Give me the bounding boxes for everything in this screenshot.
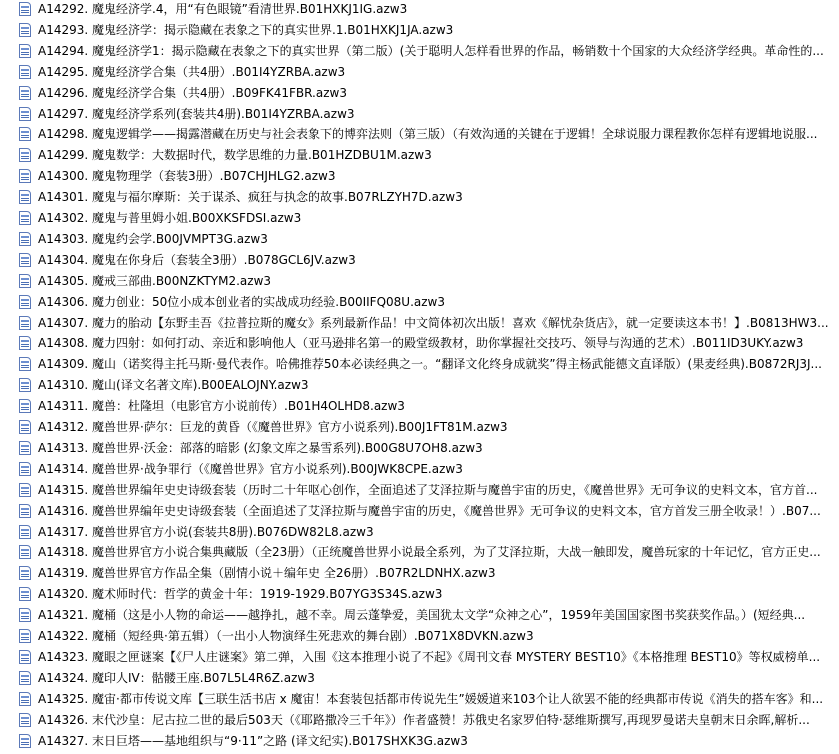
- file-name: A14297. 魔鬼经济学系列(套装共4册).B01I4YZRBA.azw3: [38, 106, 355, 121]
- file-name: A14316. 魔兽世界编年史史诗级套装（全面追述了艾泽拉斯与魔兽宇宙的历史，《魔兽世界》无可争议的史料文本，官方首发三册全收录！）.B07...: [38, 503, 821, 518]
- file-name: A14319. 魔兽世界官方作品全集（剧情小说＋编年史 全26册）.B07R2LDNHX.azw3: [38, 566, 496, 581]
- file-name: A14301. 魔鬼与福尔摩斯：关于谋杀、疯狂与执念的故事.B07RLZYH7D.azw3: [38, 190, 463, 205]
- file-name: A14296. 魔鬼经济学合集（共4册）.B09FK41FBR.azw3: [38, 85, 347, 100]
- file-name: A14309. 魔山（诺奖得主托马斯·曼代表作。哈佛推荐50本必读经典之一。“翻译文化终身成就奖”得主杨武能德文直译版）(果麦经典).B0872RJ3J...: [38, 357, 822, 372]
- file-name: A14303. 魔鬼约会学.B00JVMPT3G.azw3: [38, 231, 268, 246]
- file-list-item[interactable]: [0, 732, 839, 750]
- azw3-file-icon: [19, 23, 31, 37]
- file-name: A14315. 魔兽世界编年史史诗级套装（历时二十年呕心创作，全面追述了艾泽拉斯与魔兽宇宙的历史，《魔兽世界》无可争议的史料文本，官方首...: [38, 482, 818, 497]
- azw3-file-icon: [19, 336, 31, 350]
- azw3-file-icon: [19, 107, 31, 121]
- file-list-item[interactable]: [0, 460, 839, 478]
- azw3-file-icon: [19, 734, 31, 748]
- azw3-file-icon: [19, 441, 31, 455]
- file-name: A14306. 魔力创业：50位小成本创业者的实战成功经验.B00IIFQ08U.azw3: [38, 294, 445, 309]
- file-name: A14326. 末代沙皇：尼古拉二世的最后503天（《耶路撒冷三千年》）作者盛赞！苏俄史名家罗伯特·瑟维斯撰写,再现罗曼诺夫皇朝末日余晖,解析...: [38, 712, 810, 727]
- file-name: A14305. 魔戒三部曲.B00NZKTYM2.azw3: [38, 273, 272, 288]
- azw3-file-icon: [19, 148, 31, 162]
- file-list-item[interactable]: [0, 63, 839, 81]
- file-list-item[interactable]: [0, 146, 839, 164]
- file-list-item[interactable]: [0, 376, 839, 394]
- file-name: A14310. 魔山(译文名著文库).B00EALOJNY.azw3: [38, 378, 309, 393]
- azw3-file-icon: [19, 650, 31, 664]
- azw3-file-icon: [19, 420, 31, 434]
- file-list-item[interactable]: [0, 648, 839, 666]
- file-list-item[interactable]: [0, 355, 839, 373]
- file-list-item[interactable]: [0, 209, 839, 227]
- file-name: A14308. 魔力四射：如何打动、亲近和影响他人（亚马逊排名第一的殿堂级教材，助你掌握社交技巧、领导与沟通的艺术）.B011ID3UKY.azw3: [38, 336, 804, 351]
- file-name: A14300. 魔鬼物理学（套装3册）.B07CHJHLG2.azw3: [38, 169, 336, 184]
- azw3-file-icon: [19, 65, 31, 79]
- file-name: A14323. 魔眼之匣谜案【《尸人庄谜案》第二弹，入围《这本推理小说了不起》《周刊文春 MYSTERY BEST10》《本格推理 BEST10》等权威榜单...: [38, 649, 821, 664]
- file-list-item[interactable]: [0, 125, 839, 143]
- file-list-item[interactable]: [0, 481, 839, 499]
- file-name: A14320. 魔术师时代：哲学的黄金十年：1919-1929.B07YG3S34S.azw3: [38, 587, 443, 602]
- azw3-file-icon: [19, 608, 31, 622]
- file-list-item[interactable]: [0, 314, 839, 332]
- file-list-item[interactable]: [0, 585, 839, 603]
- azw3-file-icon: [19, 713, 31, 727]
- azw3-file-icon: [19, 462, 31, 476]
- file-name: A14311. 魔兽：杜隆坦（电影官方小说前传）.B01H4OLHD8.azw3: [38, 399, 405, 414]
- azw3-file-icon: [19, 378, 31, 392]
- azw3-file-icon: [19, 692, 31, 706]
- file-list-item[interactable]: [0, 543, 839, 561]
- file-list-item[interactable]: [0, 564, 839, 582]
- file-name: A14294. 魔鬼经济学1：揭示隐藏在表象之下的真实世界（第二版）(关于聪明人怎样看世界的作品，畅销数十个国家的大众经济学经典。革命性的...: [38, 43, 824, 58]
- azw3-file-icon: [19, 525, 31, 539]
- file-list-item[interactable]: [0, 272, 839, 290]
- file-name: A14312. 魔兽世界·萨尔：巨龙的黄昏（《魔兽世界》官方小说系列).B00J1FT81M.azw3: [38, 420, 508, 434]
- file-name: A14292. 魔鬼经济学.4，用“有色眼镜”看清世界.B01HXKJ1IG.azw3: [38, 2, 408, 16]
- file-list-item[interactable]: [0, 167, 839, 185]
- azw3-file-icon: [19, 86, 31, 100]
- azw3-file-icon: [19, 566, 31, 580]
- file-list-item[interactable]: [0, 84, 839, 102]
- file-name: A14293. 魔鬼经济学：揭示隐藏在表象之下的真实世界.1.B01HXKJ1JA.azw3: [38, 22, 454, 37]
- azw3-file-icon: [19, 629, 31, 643]
- file-list-item[interactable]: [0, 690, 839, 708]
- file-list-item[interactable]: [0, 397, 839, 415]
- file-list-item[interactable]: [0, 669, 839, 687]
- file-name: A14324. 魔印人IV：骷髅王座.B07L5L4R6Z.azw3: [38, 670, 315, 685]
- azw3-file-icon: [19, 232, 31, 246]
- file-list-item[interactable]: [0, 0, 839, 18]
- file-list-item[interactable]: [0, 523, 839, 541]
- file-list-item[interactable]: [0, 418, 839, 436]
- file-list-item[interactable]: [0, 21, 839, 39]
- azw3-file-icon: [19, 483, 31, 497]
- file-list-item[interactable]: [0, 439, 839, 457]
- file-name: A14299. 魔鬼数学：大数据时代，数学思维的力量.B01HZDBU1M.azw3: [38, 148, 432, 163]
- azw3-file-icon: [19, 2, 31, 16]
- file-name: A14307. 魔力的胎动【东野圭吾《拉普拉斯的魔女》系列最新作品！中文简体初次出版！喜欢《解忧杂货店》，就一定要读这本书！】.B0813HW3...: [38, 315, 829, 330]
- azw3-file-icon: [19, 316, 31, 330]
- azw3-file-icon: [19, 127, 31, 141]
- file-name: A14295. 魔鬼经济学合集（共4册）.B01I4YZRBA.azw3: [38, 64, 346, 79]
- azw3-file-icon: [19, 671, 31, 685]
- file-list-item[interactable]: [0, 502, 839, 520]
- file-list-item[interactable]: [0, 627, 839, 645]
- file-name: A14327. 末日巨塔——基地组织与“9·11”之路 (译文纪实).B017SHXK3G.azw3: [38, 733, 468, 748]
- file-name: A14313. 魔兽世界·沃金：部落的暗影 (幻象文库之暴雪系列).B00G8U7OH8.azw3: [38, 440, 483, 455]
- file-name: A14318. 魔兽世界官方小说合集典藏版（全23册）（正统魔兽世界小说最全系列，为了艾泽拉斯，大战一触即发，魔兽玩家的十年记忆，官方正史...: [38, 545, 821, 560]
- azw3-file-icon: [19, 253, 31, 267]
- file-name: A14317. 魔兽世界官方小说(套装共8册).B076DW82L8.azw3: [38, 524, 374, 539]
- file-list-item[interactable]: [0, 606, 839, 624]
- file-name: A14322. 魔桶（短经典·第五辑）（一出小人物演绎生死悲欢的舞台剧）.B071X8DVKN.azw3: [38, 629, 534, 643]
- file-list-item[interactable]: [0, 188, 839, 206]
- azw3-file-icon: [19, 545, 31, 559]
- file-list-item[interactable]: [0, 105, 839, 123]
- file-list-item[interactable]: [0, 230, 839, 248]
- file-name: A14298. 魔鬼逻辑学——揭露潜藏在历史与社会表象下的博弈法则（第三版）（有效沟通的关键在于逻辑！全球说服力课程教你怎样有逻辑地说服...: [38, 127, 818, 142]
- file-name: A14325. 魔宙·都市传说文库【三联生活书店 x 魔宙！本套装包括都市传说先生”媛媛道来103个让人欲罢不能的经典都市传说《消失的搭车客》和...: [38, 691, 824, 706]
- azw3-file-icon: [19, 190, 31, 204]
- file-name: A14321. 魔桶（这是小人物的命运——越挣扎，越不幸。周云蓬挚爱，美国犹太文学“众神之心”，1959年美国国家图书奖获奖作品。）(短经典...: [38, 608, 806, 623]
- file-list-item[interactable]: [0, 334, 839, 352]
- azw3-file-icon: [19, 587, 31, 601]
- azw3-file-icon: [19, 274, 31, 288]
- file-list-item[interactable]: [0, 251, 839, 269]
- file-list-item[interactable]: [0, 711, 839, 729]
- file-list-item[interactable]: [0, 42, 839, 60]
- azw3-file-icon: [19, 399, 31, 413]
- file-list-item[interactable]: [0, 293, 839, 311]
- azw3-file-icon: [19, 504, 31, 518]
- azw3-file-icon: [19, 44, 31, 58]
- file-name: A14302. 魔鬼与普里姆小姐.B00XKSFDSI.azw3: [38, 211, 302, 225]
- file-name: A14304. 魔鬼在你身后（套装全3册）.B078GCL6JV.azw3: [38, 252, 356, 267]
- azw3-file-icon: [19, 169, 31, 183]
- azw3-file-icon: [19, 357, 31, 371]
- file-name: A14314. 魔兽世界·战争罪行（《魔兽世界》官方小说系列).B00JWK8CPE.azw3: [38, 461, 463, 476]
- azw3-file-icon: [19, 211, 31, 225]
- azw3-file-icon: [19, 295, 31, 309]
